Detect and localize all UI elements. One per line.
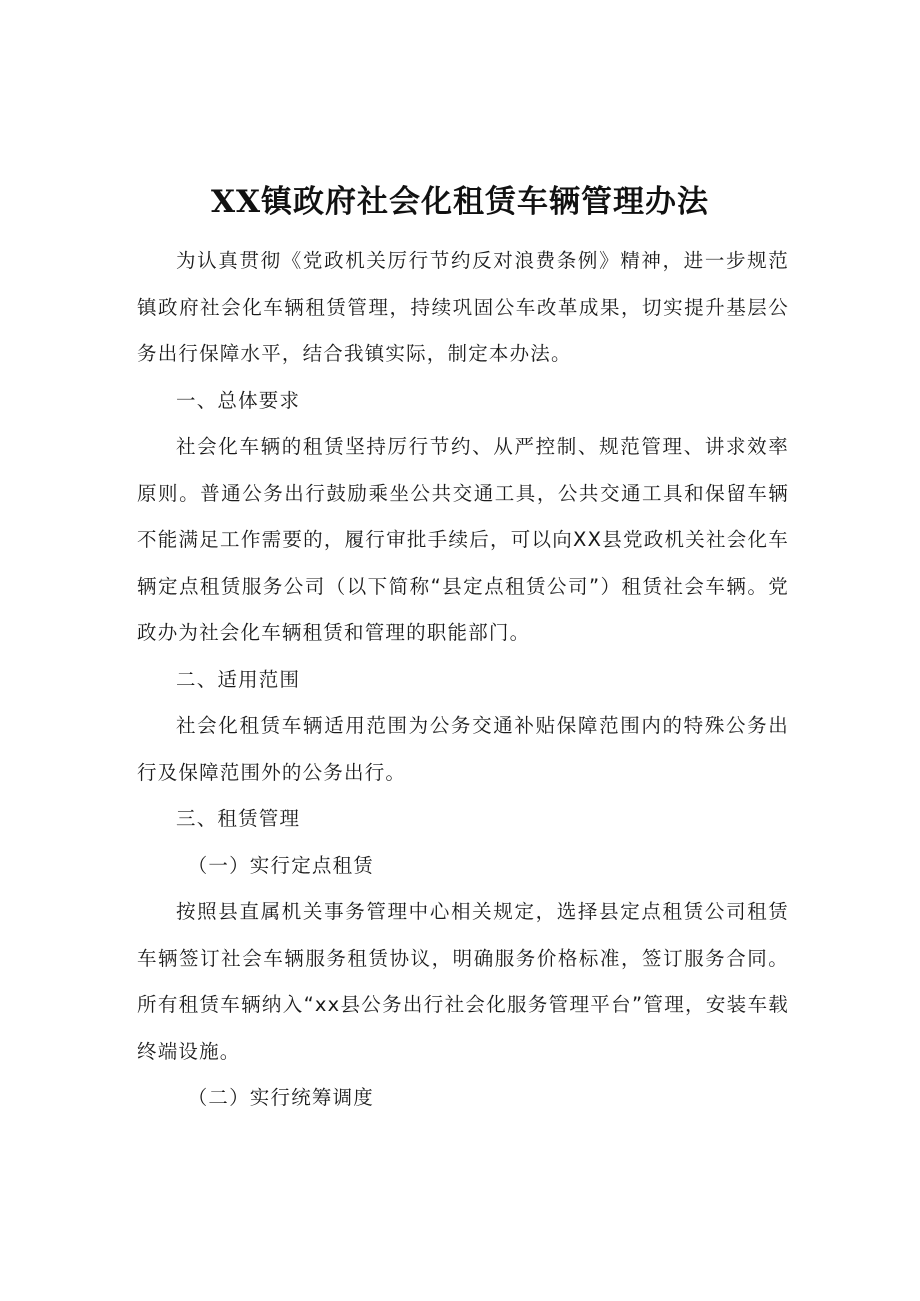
scope-paragraph: 社会化租赁车辆适用范围为公务交通补贴保障范围内的特殊公务出行及保障范围外的公务出行。 <box>137 714 789 784</box>
subsection-heading-unified-dispatch: （二）实行统筹调度 <box>187 1086 374 1109</box>
general-requirements-paragraph: 社会化车辆的租赁坚持厉行节约、从严控制、规范管理、讲求效率原则。普通公务出行鼓励乘坐公共交通工具，公共交通工具和保留车辆不能满足工作需要的，履行审批手续后，可以向XX县党政机关社会化车辆定点租赁服务公司（以下简称“县定点租赁公司”）租赁社会车辆。党政办为社会化车辆租赁和管理的职能部门。 <box>137 435 789 644</box>
document-body <box>137 238 789 1122</box>
section-heading-rental-management: 三、租赁管理 <box>176 807 301 830</box>
fixed-point-rental-paragraph: 按照县直属机关事务管理中心相关规定，选择县定点租赁公司租赁车辆签订社会车辆服务租赁协议，明确服务价格标准，签订服务合同。所有租赁车辆纳入“xx县公务出行社会化服务管理平台”管理，安装车载终端设施。 <box>137 900 789 1063</box>
section-heading-general-requirements: 一、总体要求 <box>176 388 301 412</box>
subsection-heading-fixed-point-rental: （一）实行定点租赁 <box>187 853 374 877</box>
section-heading-scope: 二、适用范围 <box>176 667 301 691</box>
intro-paragraph: 为认真贯彻《党政机关厉行节约反对浪费条例》精神，进一步规范镇政府社会化车辆租赁管理，持续巩固公车改革成果，切实提升基层公务出行保障水平，结合我镇实际，制定本办法。 <box>137 249 789 365</box>
document-title: XX镇政府社会化租赁车辆管理办法 <box>210 184 710 220</box>
